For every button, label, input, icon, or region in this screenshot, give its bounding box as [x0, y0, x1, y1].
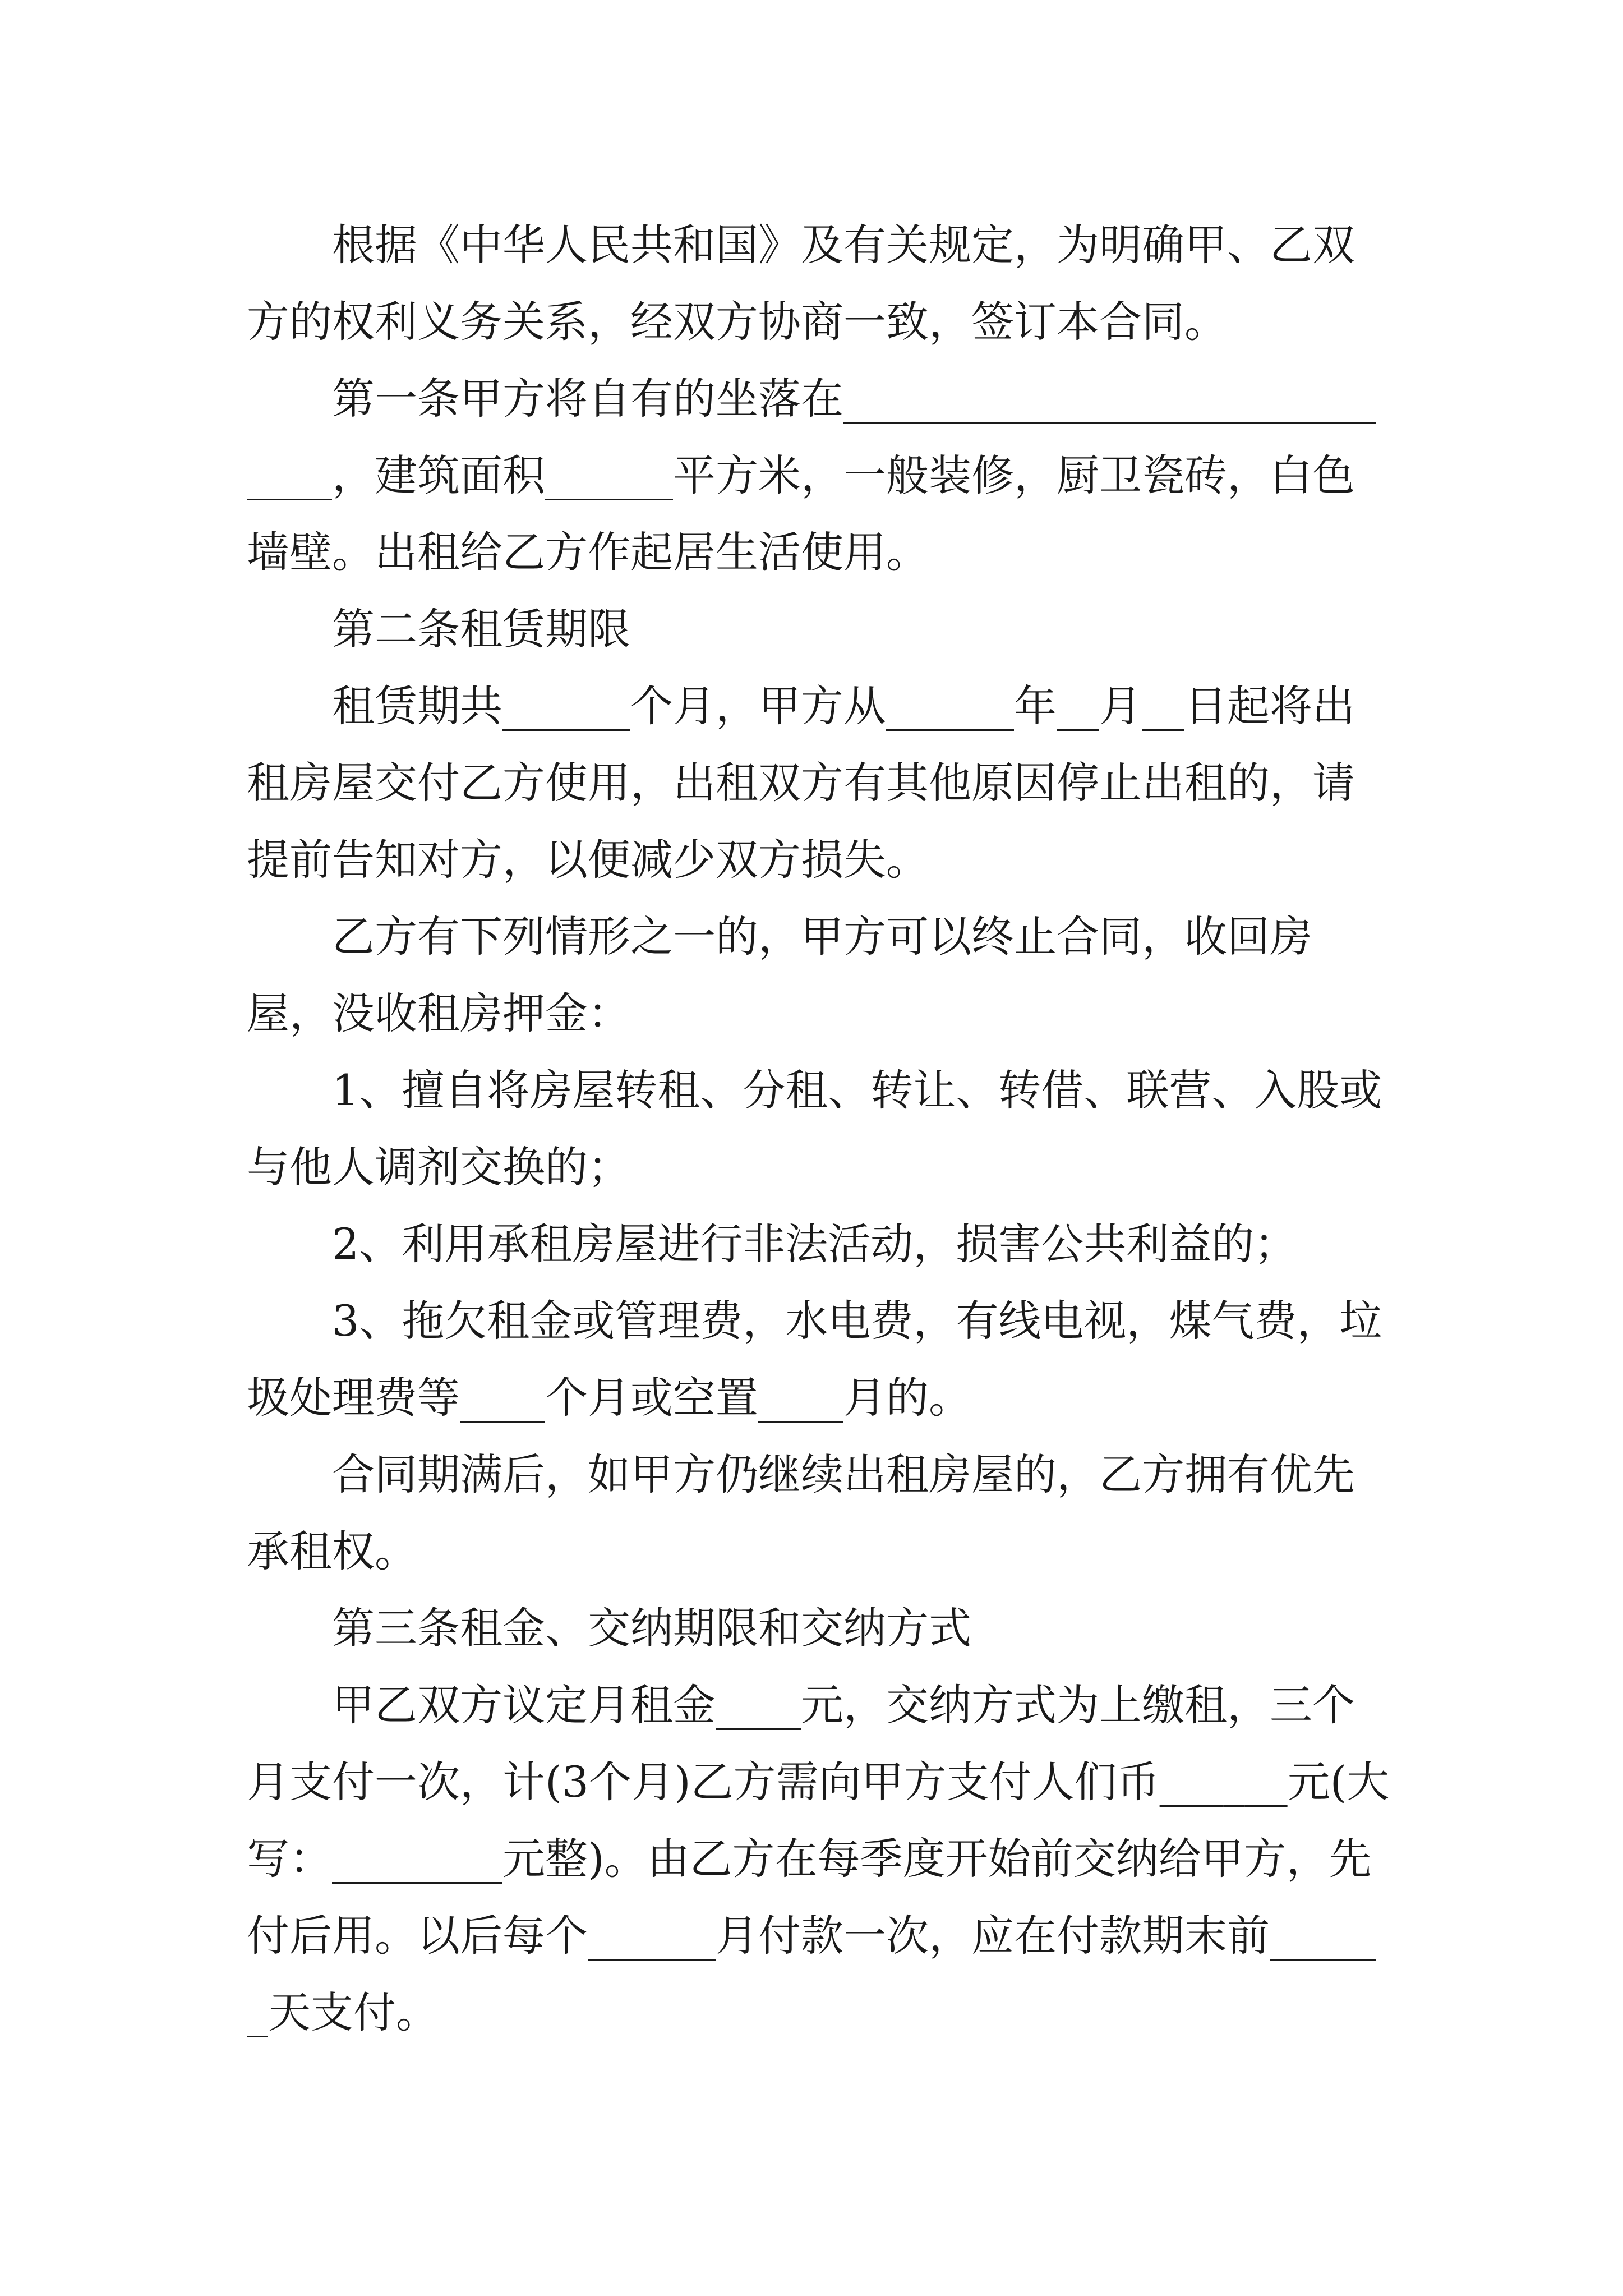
paragraph-rent-payment: 甲乙双方议定月租金____元，交纳方式为上缴租，三个月支付一次，计(3个月)乙方需向甲方支付人们币______元(大写：________元整)。由乙方在每季度开始前交纳给甲方，先付后用。以后每个______月付款一次，应在付款期末前______天支付。 — [247, 1680, 1390, 2037]
paragraph-renewal-priority: 合同期满后，如甲方仍继续出租房屋的，乙方拥有优先承租权。 — [247, 1450, 1355, 1576]
heading-article-3: 第三条租金、交纳期限和交纳方式 — [332, 1603, 971, 1653]
paragraph-article-1: 第一条甲方将自有的坐落在_____________________________，建筑面积______平方米，一般装修，厨卫瓷砖，白色墙壁。出租给乙方作起居生活使用。 — [247, 374, 1376, 577]
list-item-3: 3、拖欠租金或管理费，水电费，有线电视，煤气费，垃圾处理费等____个月或空置____月的。 — [247, 1296, 1382, 1423]
contract-body — [247, 206, 1391, 2051]
paragraph-preamble: 根据《中华人民共和国》及有关规定，为明确甲、乙双方的权利义务关系，经双方协商一致，签订本合同。 — [247, 220, 1355, 347]
list-item-2: 2、利用承租房屋进行非法活动，损害公共利益的； — [332, 1219, 1297, 1269]
heading-article-2: 第二条租赁期限 — [332, 604, 630, 654]
list-item-1: 1、擅自将房屋转租、分租、转让、转借、联营、入股或与他人调剂交换的； — [247, 1065, 1382, 1192]
paragraph-termination-conditions: 乙方有下列情形之一的，甲方可以终止合同，收回房屋，没收租房押金： — [247, 912, 1312, 1038]
paragraph-lease-term: 租赁期共______个月，甲方从______年__月__日起将出租房屋交付乙方使用，出租双方有其他原因停止出租的，请提前告知对方，以便减少双方损失。 — [247, 681, 1355, 885]
